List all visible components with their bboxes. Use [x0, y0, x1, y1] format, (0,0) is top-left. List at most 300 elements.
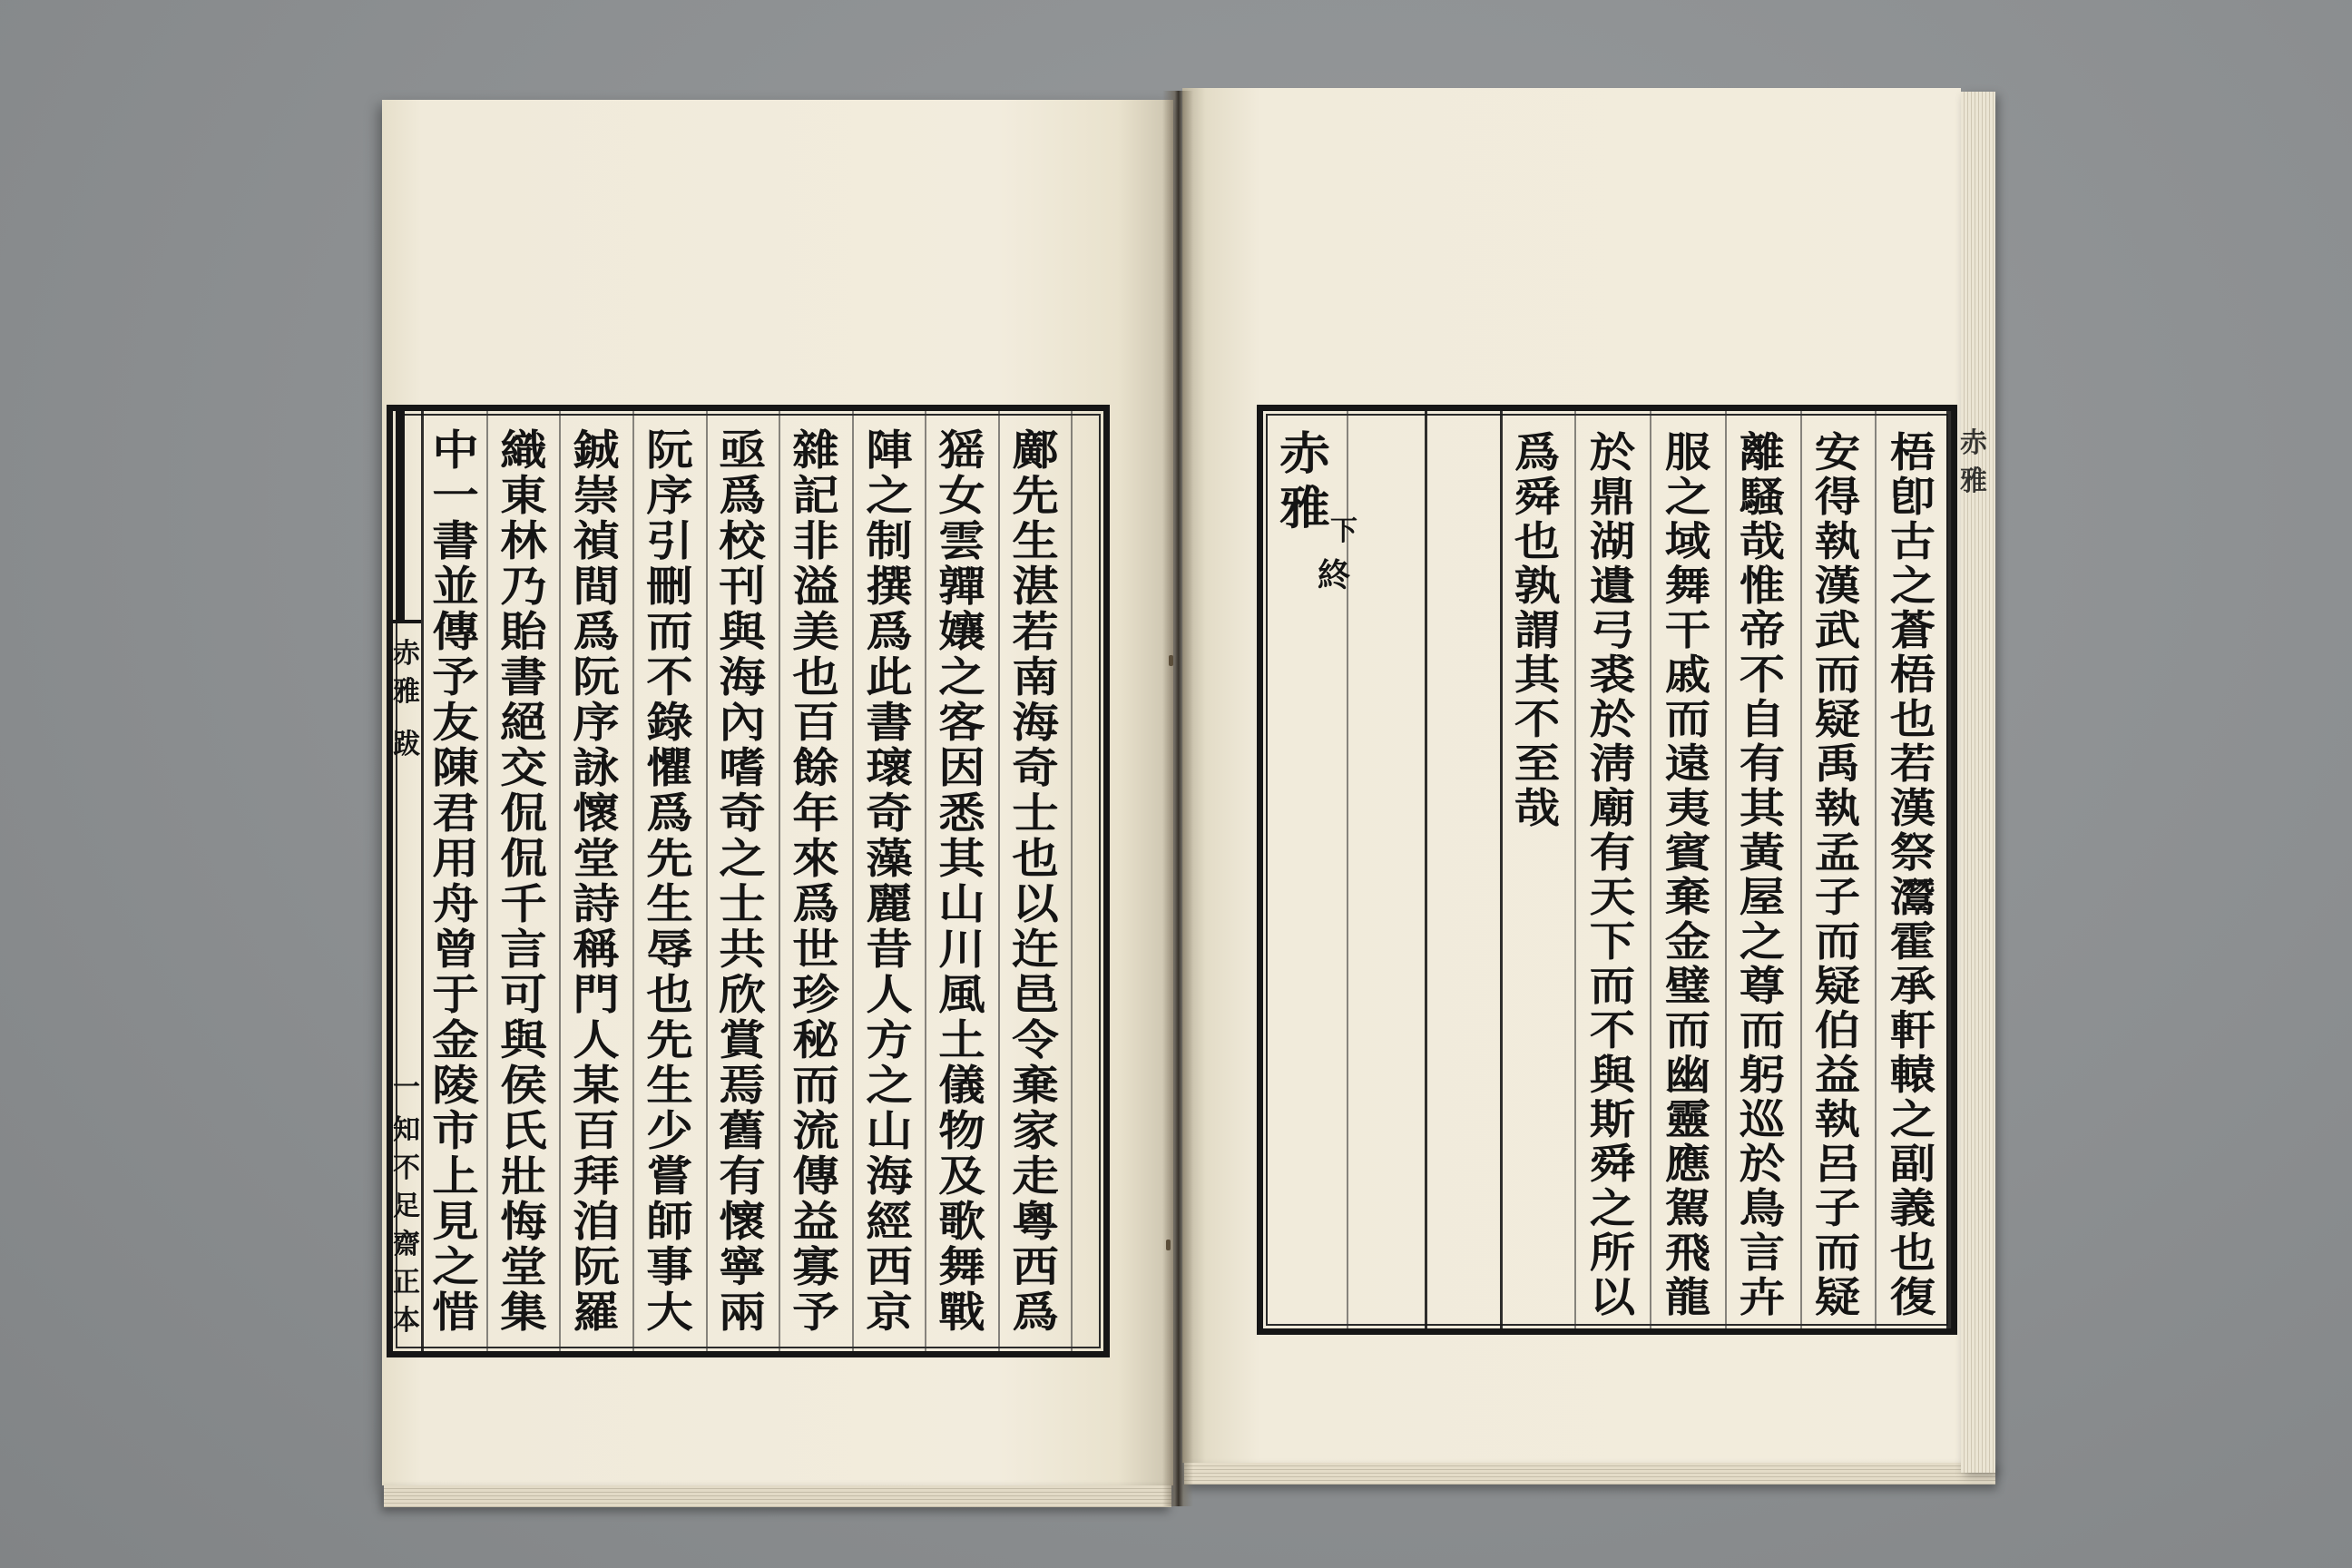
glyph: 也	[1514, 517, 1561, 565]
glyph: 少	[646, 1106, 693, 1155]
glyph: 書	[500, 652, 547, 701]
glyph: 與	[1589, 1051, 1636, 1099]
stitch-hole	[1166, 1240, 1171, 1250]
glyph: 焉	[719, 1061, 766, 1110]
glyph: 弓	[1589, 606, 1636, 654]
glyph: 蒼	[1889, 606, 1936, 654]
glyph: 懷	[719, 1197, 766, 1246]
glyph: 羅	[573, 1288, 620, 1337]
right-page-fore-edge-stack	[1961, 92, 1995, 1473]
banxin-fishtail-mark	[392, 620, 421, 623]
glyph: 執	[1814, 784, 1861, 832]
glyph: 阮	[573, 1242, 620, 1291]
glyph: 不	[1739, 651, 1786, 699]
glyph: 藻	[866, 834, 913, 883]
glyph: 而	[1664, 695, 1711, 743]
glyph: 禎	[573, 516, 620, 565]
glyph: 方	[866, 1015, 913, 1064]
glyph: 集	[500, 1288, 547, 1337]
glyph: 執	[1814, 1095, 1861, 1143]
glyph: 友	[432, 698, 479, 747]
glyph: 傳	[792, 1152, 839, 1200]
glyph: 湖	[1589, 517, 1636, 565]
glyph: 雲	[938, 516, 985, 565]
glyph: 雅	[393, 676, 420, 708]
glyph: 而	[1814, 1229, 1861, 1277]
glyph: 安	[1814, 428, 1861, 476]
glyph: 引	[646, 516, 693, 565]
glyph: 乃	[500, 562, 547, 611]
glyph: 若	[1889, 740, 1936, 788]
banxin-title-right	[1958, 425, 1989, 501]
glyph: 予	[792, 1288, 839, 1337]
glyph: 騷	[1739, 473, 1786, 521]
glyph: 侯	[500, 1061, 547, 1110]
glyph: 干	[1664, 606, 1711, 654]
glyph: 棄	[1664, 873, 1711, 921]
glyph: 副	[1889, 1140, 1936, 1188]
glyph: 織	[500, 426, 547, 475]
glyph: 廟	[1589, 784, 1636, 832]
banxin-section	[391, 726, 422, 764]
glyph: 下	[1589, 917, 1636, 965]
glyph: 東	[500, 471, 547, 520]
glyph: 稱	[573, 925, 620, 974]
glyph: 詠	[573, 743, 620, 792]
glyph: 自	[1739, 695, 1786, 743]
glyph: 人	[866, 970, 913, 1019]
glyph: 京	[866, 1288, 913, 1337]
glyph: 先	[646, 834, 693, 883]
glyph: 交	[500, 743, 547, 792]
glyph: 崇	[573, 471, 620, 520]
glyph: 其	[1739, 784, 1786, 832]
glyph: 序	[646, 471, 693, 520]
glyph: 大	[646, 1288, 693, 1337]
glyph: 麗	[866, 879, 913, 928]
glyph: 絕	[500, 698, 547, 747]
glyph: 屋	[1739, 873, 1786, 921]
glyph: 侃	[500, 789, 547, 838]
glyph: 女	[938, 471, 985, 520]
glyph: 曾	[432, 925, 479, 974]
colophon-title	[1272, 426, 1338, 535]
glyph: 域	[1664, 517, 1711, 565]
glyph: 駕	[1664, 1184, 1711, 1232]
glyph: 千	[500, 879, 547, 928]
glyph: 土	[938, 1015, 985, 1064]
glyph: 幽	[1664, 1051, 1711, 1099]
glyph: 與	[719, 607, 766, 656]
glyph: 懼	[646, 743, 693, 792]
glyph: 舜	[1514, 473, 1561, 521]
glyph: 承	[1889, 962, 1936, 1010]
glyph: 疑	[1814, 1273, 1861, 1321]
glyph: 陳	[432, 743, 479, 792]
glyph: 轅	[1889, 1051, 1936, 1099]
glyph: 也	[1889, 1229, 1936, 1277]
glyph: 而	[1664, 1006, 1711, 1054]
glyph: 也	[646, 970, 693, 1019]
stitch-hole	[1169, 655, 1173, 666]
glyph: 生	[1012, 516, 1059, 565]
glyph: 內	[719, 698, 766, 747]
glyph: 金	[1664, 917, 1711, 965]
glyph: 悔	[500, 1197, 547, 1246]
glyph: 林	[500, 516, 547, 565]
glyph: 也	[1012, 834, 1059, 883]
glyph: 西	[1012, 1242, 1059, 1291]
glyph: 爲	[719, 471, 766, 520]
glyph: 猺	[938, 426, 985, 475]
glyph: 惟	[1739, 562, 1786, 610]
glyph: 堂	[573, 834, 620, 883]
glyph: 知	[393, 1114, 420, 1146]
glyph: 夷	[1664, 784, 1711, 832]
text-column	[783, 427, 848, 1335]
glyph: 不	[646, 652, 693, 701]
glyph: 不	[1589, 1006, 1636, 1054]
glyph: 令	[1012, 1015, 1059, 1064]
glyph: 士	[719, 879, 766, 928]
glyph: 復	[1889, 1273, 1936, 1321]
glyph: 奇	[1012, 743, 1059, 792]
glyph: 之	[938, 652, 985, 701]
glyph: 赤	[393, 638, 420, 670]
glyph: 爲	[866, 607, 913, 656]
glyph: 湛	[1012, 562, 1059, 611]
right-page-bottom-edge-stack	[1184, 1463, 1995, 1485]
glyph: 鼎	[1589, 473, 1636, 521]
glyph: 梧	[1889, 428, 1936, 476]
glyph: 戚	[1664, 651, 1711, 699]
glyph: 生	[646, 1061, 693, 1110]
gutter-shadow	[1162, 91, 1193, 1506]
glyph: 溢	[792, 562, 839, 611]
glyph: 本	[393, 1305, 420, 1337]
text-column	[710, 427, 775, 1335]
glyph: 客	[938, 698, 985, 747]
glyph: 言	[1739, 1229, 1786, 1277]
glyph: 黃	[1739, 828, 1786, 877]
glyph: 漢	[1889, 784, 1936, 832]
glyph: 懷	[573, 789, 620, 838]
glyph: 侃	[500, 834, 547, 883]
glyph: 可	[500, 970, 547, 1019]
glyph: 赤	[1960, 427, 1987, 459]
glyph: 服	[1664, 428, 1711, 476]
glyph: 山	[938, 879, 985, 928]
glyph: 遠	[1664, 740, 1711, 788]
glyph: 孟	[1814, 828, 1861, 877]
glyph: 昔	[866, 925, 913, 974]
glyph: 于	[432, 970, 479, 1019]
glyph: 之	[1589, 1184, 1636, 1232]
glyph: 門	[573, 970, 620, 1019]
glyph: 棄	[1012, 1061, 1059, 1110]
glyph: 也	[792, 652, 839, 701]
glyph: 校	[719, 516, 766, 565]
glyph: 爲	[1514, 428, 1561, 476]
glyph: 之	[1739, 917, 1786, 965]
glyph: 歌	[938, 1197, 985, 1246]
glyph: 世	[792, 925, 839, 974]
glyph: 淸	[1589, 740, 1636, 788]
glyph: 舜	[1589, 1140, 1636, 1188]
banxin-title	[391, 635, 422, 711]
column-rule	[1425, 411, 1427, 1328]
glyph: 伯	[1814, 1006, 1861, 1054]
text-column	[423, 427, 488, 1335]
glyph: 阮	[646, 426, 693, 475]
glyph: 所	[1589, 1229, 1636, 1277]
glyph: 而	[1814, 917, 1861, 965]
glyph: 之	[866, 471, 913, 520]
glyph: 珍	[792, 970, 839, 1019]
glyph: 予	[432, 652, 479, 701]
glyph: 迕	[1012, 925, 1059, 974]
glyph: 海	[719, 652, 766, 701]
glyph: 其	[938, 834, 985, 883]
glyph: 先	[646, 1015, 693, 1064]
glyph: 海	[866, 1152, 913, 1200]
glyph: 見	[432, 1197, 479, 1246]
glyph: 禹	[1814, 740, 1861, 788]
glyph: 也	[1889, 695, 1936, 743]
glyph: 師	[646, 1197, 693, 1246]
text-column	[1730, 430, 1795, 1319]
glyph: 遺	[1589, 562, 1636, 610]
glyph: 之	[432, 1242, 479, 1291]
glyph: 於	[1589, 428, 1636, 476]
glyph: 年	[792, 789, 839, 838]
glyph: 經	[866, 1197, 913, 1246]
glyph: 拜	[573, 1152, 620, 1200]
glyph: 而	[1739, 1006, 1786, 1054]
text-column	[564, 427, 629, 1335]
glyph: 益	[1814, 1051, 1861, 1099]
glyph: 來	[792, 834, 839, 883]
glyph: 離	[1739, 428, 1786, 476]
glyph: 及	[938, 1152, 985, 1200]
glyph: 洎	[573, 1197, 620, 1246]
text-column	[637, 427, 702, 1335]
text-column	[857, 427, 922, 1335]
glyph: 齋	[393, 1229, 420, 1260]
glyph: 傳	[432, 607, 479, 656]
glyph: 有	[1739, 740, 1786, 788]
glyph: 嚲	[938, 562, 985, 611]
glyph: 錄	[646, 698, 693, 747]
glyph: 裘	[1589, 651, 1636, 699]
glyph: 書	[432, 516, 479, 565]
glyph: 因	[938, 743, 985, 792]
text-column	[1655, 430, 1720, 1319]
glyph: 至	[1514, 740, 1561, 788]
glyph: 賓	[1664, 828, 1711, 877]
glyph: 之	[866, 1061, 913, 1110]
glyph: 與	[500, 1015, 547, 1064]
glyph: 之	[1664, 473, 1711, 521]
colophon-volume: 下	[1330, 515, 1357, 547]
glyph: 惜	[432, 1288, 479, 1337]
glyph: 陣	[866, 426, 913, 475]
glyph: 子	[1814, 1184, 1861, 1232]
glyph: 孃	[938, 607, 985, 656]
glyph: 之	[1889, 562, 1936, 610]
glyph: 祭	[1889, 828, 1936, 877]
glyph: 制	[866, 516, 913, 565]
glyph: 於	[1589, 695, 1636, 743]
glyph: 飛	[1664, 1229, 1711, 1277]
glyph: 此	[866, 652, 913, 701]
glyph: 其	[1514, 651, 1561, 699]
colophon-end-mark: 終	[1318, 556, 1351, 594]
glyph: 中	[432, 426, 479, 475]
banxin-black-mouth	[396, 411, 405, 620]
glyph: 龍	[1664, 1273, 1711, 1321]
glyph: 刊	[719, 562, 766, 611]
glyph: 赤	[1279, 426, 1330, 480]
glyph: 氏	[500, 1106, 547, 1155]
text-column	[1580, 430, 1645, 1319]
glyph: 某	[573, 1061, 620, 1110]
glyph: 義	[1889, 1184, 1936, 1232]
glyph: 兩	[719, 1288, 766, 1337]
glyph: 物	[938, 1106, 985, 1155]
glyph: 爲	[792, 879, 839, 928]
glyph: 亟	[719, 426, 766, 475]
glyph: 家	[1012, 1106, 1059, 1155]
glyph: 阮	[573, 652, 620, 701]
glyph: 貽	[500, 607, 547, 656]
glyph: 疑	[1814, 962, 1861, 1010]
glyph: 金	[432, 1015, 479, 1064]
glyph: 奇	[719, 789, 766, 838]
glyph: 陵	[432, 1061, 479, 1110]
glyph: 鄺	[1012, 426, 1059, 475]
glyph: 爲	[646, 789, 693, 838]
glyph: 執	[1814, 517, 1861, 565]
glyph: 上	[432, 1152, 479, 1200]
glyph: 西	[866, 1242, 913, 1291]
glyph: 舞	[938, 1242, 985, 1291]
glyph: 寧	[719, 1242, 766, 1291]
glyph: 並	[432, 562, 479, 611]
glyph: 而	[1814, 651, 1861, 699]
glyph: 書	[866, 698, 913, 747]
glyph: 風	[938, 970, 985, 1019]
glyph: 人	[573, 1015, 620, 1064]
glyph: 秘	[792, 1015, 839, 1064]
glyph: 欣	[719, 970, 766, 1019]
glyph: 共	[719, 925, 766, 974]
glyph: 非	[792, 516, 839, 565]
glyph: 嗜	[719, 743, 766, 792]
glyph: 有	[1589, 828, 1636, 877]
glyph: 雅	[1279, 481, 1330, 534]
glyph: 以	[1012, 879, 1059, 928]
glyph: 璧	[1664, 962, 1711, 1010]
glyph: 古	[1889, 517, 1936, 565]
glyph: 南	[1012, 652, 1059, 701]
glyph: 以	[1589, 1273, 1636, 1321]
glyph: 而	[792, 1061, 839, 1110]
glyph: 天	[1589, 873, 1636, 921]
glyph: 百	[792, 698, 839, 747]
glyph: 堂	[500, 1242, 547, 1291]
glyph: 辱	[646, 925, 693, 974]
glyph: 斯	[1589, 1095, 1636, 1143]
glyph: 用	[432, 834, 479, 883]
glyph: 而	[1589, 962, 1636, 1010]
glyph: 悉	[938, 789, 985, 838]
glyph: 有	[719, 1152, 766, 1200]
glyph: 壯	[500, 1152, 547, 1200]
column-rule	[1347, 411, 1348, 1328]
text-column	[1504, 430, 1570, 830]
glyph: 不	[393, 1152, 420, 1184]
glyph: 灊	[1889, 873, 1936, 921]
glyph: 之	[719, 834, 766, 883]
glyph: 事	[646, 1242, 693, 1291]
glyph: 賞	[719, 1015, 766, 1064]
glyph: 尊	[1739, 962, 1786, 1010]
glyph: 益	[792, 1197, 839, 1246]
glyph: 鋮	[573, 426, 620, 475]
glyph: 於	[1739, 1140, 1786, 1188]
glyph: 流	[792, 1106, 839, 1155]
glyph: 一	[432, 471, 479, 520]
glyph: 之	[1889, 1095, 1936, 1143]
banxin-page-number	[391, 1069, 422, 1107]
glyph: 君	[432, 789, 479, 838]
glyph: 撰	[866, 562, 913, 611]
glyph: 巡	[1739, 1095, 1786, 1143]
glyph: 先	[1012, 471, 1059, 520]
glyph: 足	[393, 1191, 420, 1222]
glyph: 瓌	[866, 743, 913, 792]
glyph: 川	[938, 925, 985, 974]
glyph: 謂	[1514, 606, 1561, 654]
glyph: 一	[393, 1072, 420, 1103]
glyph: 百	[573, 1106, 620, 1155]
glyph: 戰	[938, 1288, 985, 1337]
glyph: 呂	[1814, 1140, 1861, 1188]
glyph: 寡	[792, 1242, 839, 1291]
glyph: 孰	[1514, 562, 1561, 610]
glyph: 得	[1814, 473, 1861, 521]
glyph: 爲	[1012, 1288, 1059, 1337]
glyph: 軒	[1889, 1006, 1936, 1054]
glyph: 舞	[1664, 562, 1711, 610]
glyph: 梧	[1889, 651, 1936, 699]
glyph: 走	[1012, 1152, 1059, 1200]
glyph: 子	[1814, 873, 1861, 921]
glyph: 刪	[646, 562, 693, 611]
glyph: 美	[792, 607, 839, 656]
glyph: 疑	[1814, 695, 1861, 743]
left-page-edge-stack	[384, 1485, 1171, 1507]
glyph: 卉	[1739, 1273, 1786, 1321]
glyph: 序	[573, 698, 620, 747]
glyph: 卽	[1889, 473, 1936, 521]
glyph: 漢	[1814, 562, 1861, 610]
text-column	[1880, 430, 1945, 1319]
glyph: 躬	[1739, 1051, 1786, 1099]
glyph: 霍	[1889, 917, 1936, 965]
text-column	[1003, 427, 1068, 1335]
